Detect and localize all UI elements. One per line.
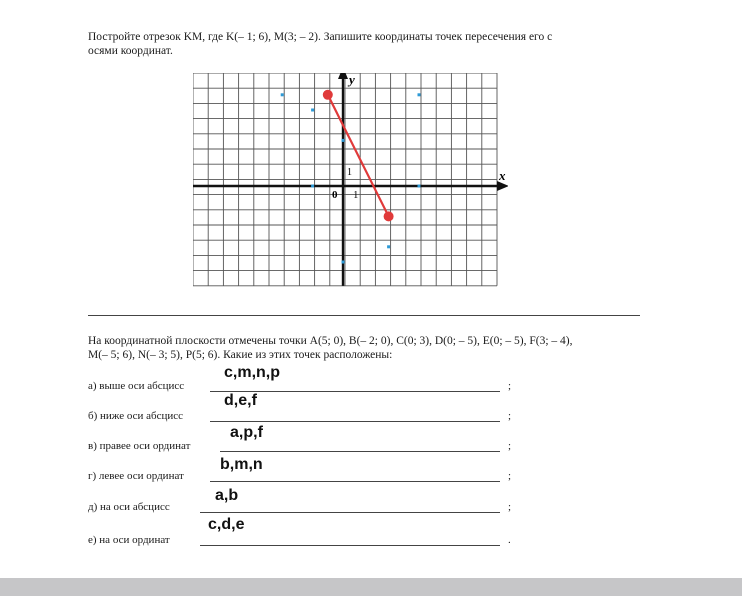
point-k <box>323 90 333 100</box>
axis-x-label: x <box>499 168 506 183</box>
answer-line <box>200 512 500 513</box>
question-row-e <box>88 534 528 550</box>
question-label: д) на оси абсцисс <box>88 501 170 513</box>
task1-line1: Постройте отрезок KM, где K(– 1; 6), M(3; – 2). Запишите координаты точек пересечения его с <box>88 31 553 43</box>
question-row-a <box>88 380 528 396</box>
question-end: ; <box>508 410 512 422</box>
origin-label: 0 <box>332 189 338 201</box>
answer-e: c,d,e <box>208 516 245 533</box>
y-axis-arrow <box>338 73 348 79</box>
answer-g: b,m,n <box>220 456 263 473</box>
question-end: . <box>508 534 511 546</box>
section-divider <box>88 315 640 316</box>
answer-line <box>200 545 500 546</box>
task1-text <box>88 30 658 58</box>
grid-svg <box>193 73 508 298</box>
question-end: ; <box>508 440 512 452</box>
question-end: ; <box>508 470 512 482</box>
point-m <box>384 211 394 221</box>
graph-dot <box>387 245 390 248</box>
graph-dot <box>311 185 314 188</box>
answer-line <box>210 421 500 422</box>
question-row-v <box>88 440 528 456</box>
coordinate-grid <box>193 73 508 298</box>
graph-dot <box>418 185 421 188</box>
task2-text <box>88 334 658 362</box>
task2-line1: На координатной плоскости отмечены точки A(5; 0), B(– 2; 0), C(0; 3), D(0; – 5), E(0; – 5), F(3; – 4), <box>88 335 573 347</box>
answer-line <box>220 451 500 452</box>
task2-line2: M(– 5; 6), N(– 3; 5), P(5; 6). Какие из этих точек расположены: <box>88 349 393 361</box>
question-row-g <box>88 470 528 486</box>
answer-b: d,e,f <box>224 392 257 409</box>
grid-lines <box>193 73 497 286</box>
question-label: г) левее оси ординат <box>88 470 184 482</box>
bottom-bar <box>0 578 742 596</box>
answer-a: c,m,n,p <box>224 364 281 381</box>
answer-v: a,p,f <box>230 424 263 441</box>
question-row-b <box>88 410 528 426</box>
answer-line <box>210 481 500 482</box>
question-label: е) на оси ординат <box>88 534 170 546</box>
graph-dot <box>281 93 284 96</box>
graph-dot <box>418 93 421 96</box>
unit-y-label: 1 <box>347 166 352 178</box>
axis-y-label: y <box>349 73 355 87</box>
unit-x-label: 1 <box>353 190 359 201</box>
question-label: б) ниже оси абсцисс <box>88 410 184 422</box>
task1-line2: осями координат. <box>88 45 173 57</box>
question-end: ; <box>508 380 512 392</box>
graph-dot <box>311 109 314 112</box>
question-end: ; <box>508 501 512 513</box>
question-label: а) выше оси абсцисс <box>88 380 185 392</box>
graph-dot <box>342 261 345 264</box>
graph-dot <box>342 139 345 142</box>
answer-d: a,b <box>215 487 239 504</box>
question-label: в) правее оси ординат <box>88 440 191 452</box>
question-row-d <box>88 501 528 517</box>
